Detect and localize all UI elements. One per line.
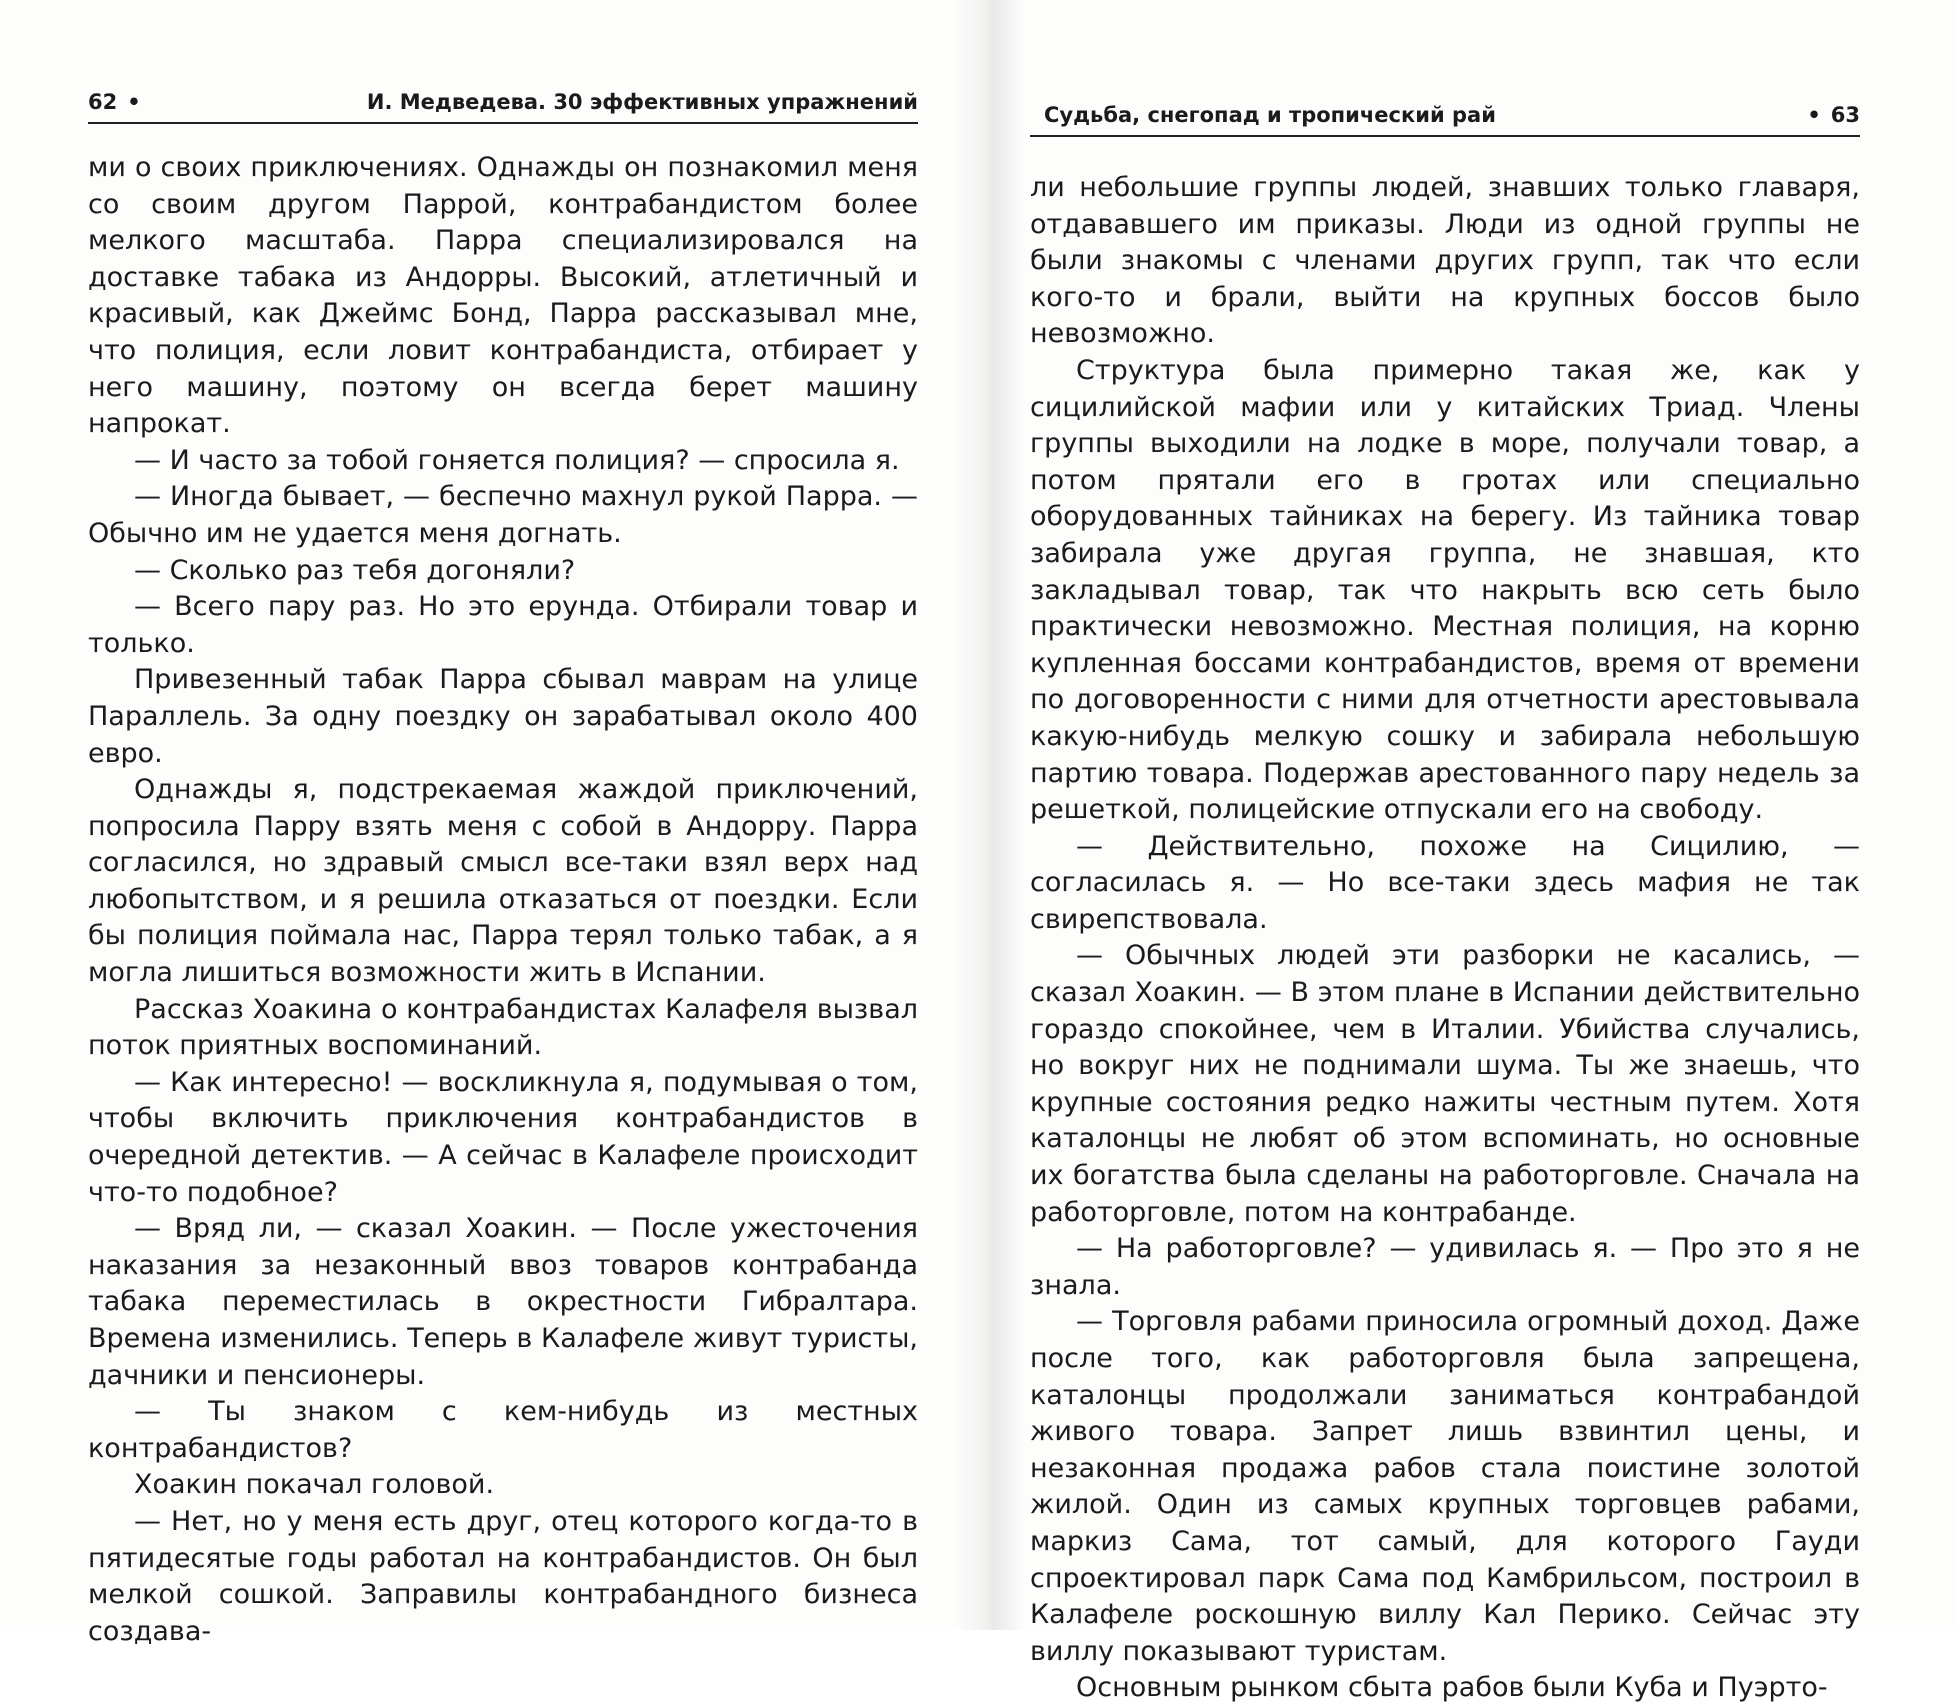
paragraph: — Обычных людей эти разборки не касались, — сказал Хоакин. — В этом плане в Испании действительно гораздо спокойнее, чем в Италии. Убийства случались, но вокруг них не поднимали шума. Ты же знаешь, что крупные состояния редко нажиты честным путем. Хотя каталонцы не любят об этом вспоминать, но основные их богатства была сделаны на работорговле. Сначала на работорговле, потом на контрабанде.	[1030, 940, 1860, 1228]
right-page-text	[1030, 170, 1860, 1707]
paragraph: — Вряд ли, — сказал Хоакин. — После ужесточения наказания за незаконный ввоз товаров контрабанда табака переместилась в окрестности Гибралтара. Времена изменились. Теперь в Калафеле живут туристы, дачники и пенсионеры.	[88, 1213, 918, 1391]
paragraph: — Сколько раз тебя догоняли?	[134, 554, 576, 586]
paragraph: — Торговля рабами приносила огромный доход. Даже после того, как работорговля была запрещена, каталонцы продолжали заниматься контрабандой живого товара. Запрет лишь взвинтил цены, и незаконная продажа рабов стала поистине золотой жилой. Один из самых крупных торговцев рабами, маркиз Сама, тот самый, для которого Гауди спроектировал парк Сама под Камбрильсом, построил в Калафеле роскошную виллу Кал Перико. Сейчас эту виллу показывают туристам.	[1030, 1306, 1860, 1667]
paragraph: — Действительно, похоже на Сицилию, — согласилась я. — Но все-таки здесь мафия не так свирепствовала.	[1030, 830, 1860, 935]
paragraph: ли небольшие группы людей, знавших только главаря, отдававшего им приказы. Люди из одной группы не были знакомы с членами других групп, так что если кого-то и брали, выйти на крупных боссов было невозможно.	[1030, 172, 1860, 350]
left-page	[88, 0, 918, 1647]
paragraph: Однажды я, подстрекаемая жаждой приключений, попросила Парру взять меня с собой в Андорру. Парра согласился, но здравый смысл все-таки взял верх над любопытством, и я решила отказаться от поездки. Если бы полиция поймала нас, Парра терял только табак, а я могла лишиться возможности жить в Испании.	[88, 774, 918, 989]
header-bullet-icon: •	[127, 90, 141, 114]
paragraph: — На работорговле? — удивилась я. — Про это я не знала.	[1030, 1233, 1860, 1301]
right-page	[1030, 0, 1860, 1704]
paragraph: — И часто за тобой гоняется полиция? — спросила я.	[134, 444, 900, 476]
paragraph: — Как интересно! — воскликнула я, подумывая о том, чтобы включить приключения контрабандистов в очередной детектив. — А сейчас в Калафеле происходит что-то подобное?	[88, 1066, 918, 1208]
left-running-title: И. Медведева. 30 эффективных упражнений	[366, 90, 918, 114]
book-gutter	[955, 0, 1025, 1630]
paragraph: Структура была примерно такая же, как у сицилийской мафии или у китайских Триад. Члены группы выходили на лодке в море, получали товар, а потом прятали его в гротах или специально оборудованных тайниках на берегу. Из тайника товар забирала уже другая группа, не знавшая, кто закладывал товар, так что накрыть всю сеть было практически невозможно. Местная полиция, на корню купленная боссами контрабандистов, время от времени по договоренности с ними для отчетности арестовывала какую-нибудь мелкую сошку и забирала небольшую партию товара. Подержав арестованного пару недель за решеткой, полицейские отпускали его на свободу.	[1030, 354, 1860, 826]
paragraph: Хоакин покачал головой.	[134, 1469, 495, 1501]
paragraph: Привезенный табак Парра сбывал маврам на улице Параллель. За одну поездку он зарабатывал около 400 евро.	[88, 664, 918, 769]
paragraph: — Нет, но у меня есть друг, отец которого когда-то в пятидесятые годы работал на контрабандистов. Он был мелкой сошкой. Заправилы контрабандного бизнеса создава-	[88, 1505, 918, 1647]
right-page-number: 63	[1830, 103, 1860, 127]
paragraph: — Всего пару раз. Но это ерунда. Отбирали товар и только.	[88, 591, 918, 659]
left-page-text	[88, 150, 918, 1650]
right-running-head	[1030, 95, 1860, 137]
paragraph: — Иногда бывает, — беспечно махнул рукой Парра. — Обычно им не удается меня догнать.	[88, 481, 918, 549]
paragraph: ми о своих приключениях. Однажды он познакомил меня со своим другом Паррой, контрабандистом более мелкого масштаба. Парра специализировался на доставке табака из Андорры. Высокий, атлетичный и красивый, как Джеймс Бонд, Парра рассказывал мне, что полиция, если ловит контрабандиста, отбирает у него машину, поэтому он всегда берет машину напрокат.	[88, 152, 918, 440]
paragraph: — Ты знаком с кем-нибудь из местных контрабандистов?	[88, 1396, 918, 1464]
left-running-head	[88, 82, 918, 124]
right-running-title: Судьба, снегопад и тропический рай	[1044, 103, 1496, 127]
paragraph: Основным рынком сбыта рабов были Куба и Пуэрто-	[1076, 1672, 1828, 1704]
paragraph: Рассказ Хоакина о контрабандистах Калафеля вызвал поток приятных воспоминаний.	[88, 993, 918, 1062]
left-page-number: 62	[88, 90, 118, 114]
header-bullet-icon: •	[1807, 103, 1821, 127]
